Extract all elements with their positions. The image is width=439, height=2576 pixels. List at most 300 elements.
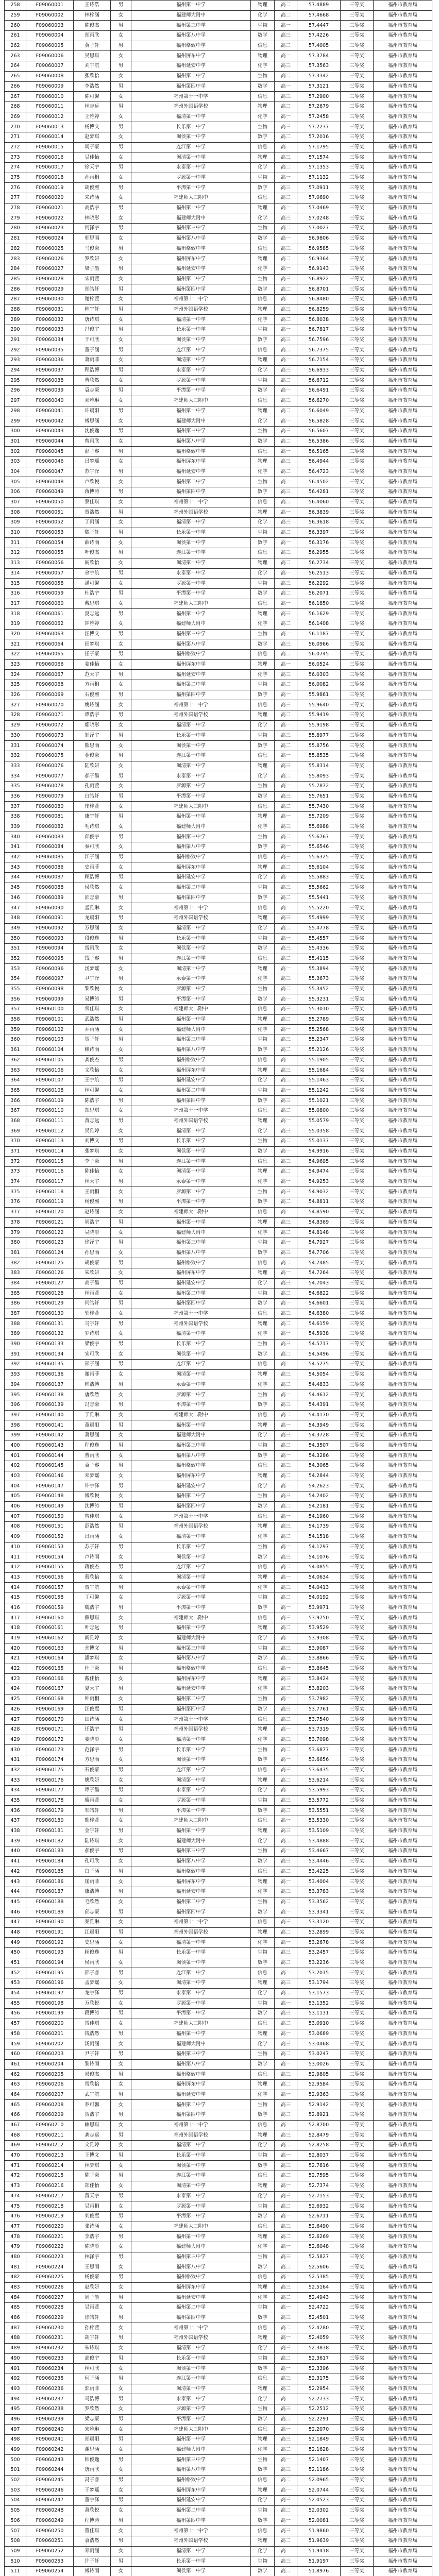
table-row bbox=[5, 690, 432, 700]
cell-id: F09060035 bbox=[26, 345, 74, 355]
cell-award: 三等奖 bbox=[341, 1360, 374, 1370]
cell-rank: 427 bbox=[5, 1715, 26, 1725]
cell-grade: 高三 bbox=[275, 731, 297, 741]
cell-school: 福州延安中学 bbox=[131, 264, 251, 274]
cell-issuer: 福州市教育局 bbox=[374, 2039, 432, 2049]
cell-school: 闽侯第一中学 bbox=[131, 1146, 251, 1157]
cell-school: 福州第四中学 bbox=[131, 1096, 251, 1106]
cell-id: F09060227 bbox=[26, 2293, 74, 2303]
cell-score: 54.9032 bbox=[297, 1187, 341, 1197]
cell-issuer: 福州市教育局 bbox=[374, 650, 432, 660]
cell-award: 三等奖 bbox=[341, 325, 374, 335]
cell-score: 54.0634 bbox=[297, 1572, 341, 1583]
cell-grade: 高三 bbox=[275, 304, 297, 315]
cell-score: 57.2679 bbox=[297, 101, 341, 112]
cell-id: F09060200 bbox=[26, 2019, 74, 2029]
cell-subject: 物理 bbox=[251, 51, 275, 61]
cell-rank: 296 bbox=[5, 386, 26, 396]
cell-subject: 化学 bbox=[251, 1329, 275, 1340]
cell-name: 陈子豪 bbox=[74, 2171, 111, 2181]
cell-school: 福州第十一中学 bbox=[131, 1309, 251, 1319]
cell-gender: 男 bbox=[111, 1075, 131, 1086]
cell-name: 武宇航 bbox=[74, 2090, 111, 2100]
cell-subject: 生物 bbox=[251, 21, 275, 31]
table-row bbox=[5, 1451, 432, 1461]
cell-issuer: 福州市教育局 bbox=[374, 1856, 432, 1867]
cell-issuer: 福州市教育局 bbox=[374, 781, 432, 791]
table-row bbox=[5, 2526, 432, 2536]
cell-gender: 女 bbox=[111, 1633, 131, 1643]
cell-issuer: 福州市教育局 bbox=[374, 2516, 432, 2526]
cell-score: 53.1794 bbox=[297, 1978, 341, 1989]
cell-gender: 女 bbox=[111, 10, 131, 21]
cell-grade: 高三 bbox=[275, 2009, 297, 2019]
cell-gender: 女 bbox=[111, 2425, 131, 2435]
cell-award: 三等奖 bbox=[341, 2079, 374, 2090]
cell-subject: 物理 bbox=[251, 456, 275, 467]
cell-subject: 数学 bbox=[251, 1045, 275, 1055]
cell-rank: 321 bbox=[5, 639, 26, 650]
cell-subject: 化学 bbox=[251, 1633, 275, 1643]
table-body bbox=[5, 1, 432, 2576]
cell-rank: 481 bbox=[5, 2262, 26, 2273]
cell-subject: 信息 bbox=[251, 852, 275, 862]
cell-rank: 294 bbox=[5, 365, 26, 376]
cell-subject: 数学 bbox=[251, 81, 275, 92]
cell-award: 三等奖 bbox=[341, 964, 374, 974]
cell-name: 田诗涵 bbox=[74, 1715, 111, 1725]
cell-issuer: 福州市教育局 bbox=[374, 1349, 432, 1360]
cell-grade: 高二 bbox=[275, 1988, 297, 1998]
cell-subject: 信息 bbox=[251, 599, 275, 609]
cell-rank: 361 bbox=[5, 1045, 26, 1055]
cell-award: 三等奖 bbox=[341, 1532, 374, 1542]
cell-award: 三等奖 bbox=[341, 2150, 374, 2161]
cell-score: 57.2900 bbox=[297, 92, 341, 102]
cell-subject: 生物 bbox=[251, 2353, 275, 2364]
cell-award: 三等奖 bbox=[341, 1440, 374, 1451]
cell-id: F09060245 bbox=[26, 2475, 74, 2485]
cell-grade: 高一 bbox=[275, 1846, 297, 1857]
cell-school: 福州第三中学 bbox=[131, 2455, 251, 2465]
cell-grade: 高一 bbox=[275, 568, 297, 579]
cell-score: 53.7319 bbox=[297, 1724, 341, 1735]
cell-grade: 高一 bbox=[275, 2425, 297, 2435]
table-row bbox=[5, 2079, 432, 2090]
cell-gender: 女 bbox=[111, 2445, 131, 2455]
cell-id: F09060142 bbox=[26, 1430, 74, 1440]
cell-award: 三等奖 bbox=[341, 142, 374, 152]
cell-name: 廖雨萱 bbox=[74, 1795, 111, 1806]
cell-gender: 女 bbox=[111, 1025, 131, 1035]
cell-award: 三等奖 bbox=[341, 81, 374, 92]
cell-school: 平潭第一中学 bbox=[131, 1197, 251, 1208]
cell-award: 三等奖 bbox=[341, 1390, 374, 1400]
cell-name: 赵梦琪 bbox=[74, 132, 111, 142]
cell-issuer: 福州市教育局 bbox=[374, 2536, 432, 2546]
cell-gender: 女 bbox=[111, 1309, 131, 1319]
cell-grade: 高三 bbox=[275, 1978, 297, 1989]
cell-name: 史雨菲 bbox=[74, 862, 111, 873]
cell-subject: 信息 bbox=[251, 1005, 275, 1015]
cell-gender: 女 bbox=[111, 2120, 131, 2130]
cell-id: F09060040 bbox=[26, 396, 74, 406]
cell-school: 福州延安中学 bbox=[131, 1075, 251, 1086]
table-row bbox=[5, 1501, 432, 1512]
cell-subject: 数学 bbox=[251, 588, 275, 599]
cell-award: 三等奖 bbox=[341, 1461, 374, 1471]
cell-subject: 化学 bbox=[251, 1177, 275, 1187]
cell-id: F09060169 bbox=[26, 1704, 74, 1715]
cell-gender: 男 bbox=[111, 812, 131, 822]
cell-issuer: 福州市教育局 bbox=[374, 2242, 432, 2252]
cell-school: 福州第四中学 bbox=[131, 2313, 251, 2323]
cell-rank: 460 bbox=[5, 2049, 26, 2059]
cell-rank: 505 bbox=[5, 2505, 26, 2516]
cell-school: 福州第三中学 bbox=[131, 832, 251, 842]
cell-id: F09060212 bbox=[26, 2141, 74, 2151]
cell-id: F09060146 bbox=[26, 1471, 74, 1481]
cell-issuer: 福州市教育局 bbox=[374, 2475, 432, 2485]
cell-issuer: 福州市教育局 bbox=[374, 731, 432, 741]
cell-rank: 403 bbox=[5, 1471, 26, 1481]
cell-score: 57.4889 bbox=[297, 1, 341, 11]
cell-gender: 男 bbox=[111, 426, 131, 436]
cell-gender: 女 bbox=[111, 579, 131, 589]
cell-award: 三等奖 bbox=[341, 1613, 374, 1623]
table-row bbox=[5, 1319, 432, 1329]
cell-school: 罗源第一中学 bbox=[131, 1592, 251, 1603]
cell-score: 55.2789 bbox=[297, 1014, 341, 1025]
cell-award: 三等奖 bbox=[341, 1786, 374, 1796]
cell-id: F09060209 bbox=[26, 2110, 74, 2121]
cell-rank: 407 bbox=[5, 1512, 26, 1522]
cell-rank: 343 bbox=[5, 862, 26, 873]
cell-subject: 物理 bbox=[251, 1116, 275, 1126]
cell-score: 55.8093 bbox=[297, 771, 341, 782]
cell-gender: 男 bbox=[111, 2293, 131, 2303]
cell-school: 永泰第一中学 bbox=[131, 568, 251, 579]
cell-issuer: 福州市教育局 bbox=[374, 2556, 432, 2567]
cell-score: 54.0855 bbox=[297, 1562, 341, 1572]
cell-gender: 男 bbox=[111, 588, 131, 599]
cell-grade: 高二 bbox=[275, 1319, 297, 1329]
cell-award: 三等奖 bbox=[341, 335, 374, 345]
cell-score: 53.4667 bbox=[297, 1846, 341, 1857]
cell-gender: 女 bbox=[111, 1958, 131, 1968]
cell-issuer: 福州市教育局 bbox=[374, 41, 432, 51]
table-row bbox=[5, 1055, 432, 1065]
cell-id: F09060064 bbox=[26, 639, 74, 650]
cell-school: 闽侯第一中学 bbox=[131, 943, 251, 954]
cell-grade: 高二 bbox=[275, 1897, 297, 1907]
cell-subject: 生物 bbox=[251, 173, 275, 183]
cell-subject: 生物 bbox=[251, 1339, 275, 1349]
cell-school: 永泰第一中学 bbox=[131, 1988, 251, 1998]
table-row bbox=[5, 1471, 432, 1481]
cell-grade: 高二 bbox=[275, 1806, 297, 1816]
cell-grade: 高三 bbox=[275, 2496, 297, 2506]
cell-id: F09060167 bbox=[26, 1684, 74, 1694]
cell-name: 邵志豪 bbox=[74, 893, 111, 903]
cell-rank: 462 bbox=[5, 2070, 26, 2080]
table-row bbox=[5, 2414, 432, 2425]
table-row bbox=[5, 2293, 432, 2303]
cell-grade: 高一 bbox=[275, 751, 297, 761]
cell-grade: 高一 bbox=[275, 173, 297, 183]
cell-grade: 高三 bbox=[275, 213, 297, 224]
cell-gender: 女 bbox=[111, 802, 131, 812]
cell-name: 唐雨欣 bbox=[74, 2465, 111, 2476]
cell-score: 54.9253 bbox=[297, 1177, 341, 1187]
cell-school: 闽侯第一中学 bbox=[131, 1958, 251, 1968]
cell-gender: 女 bbox=[111, 335, 131, 345]
table-row bbox=[5, 2262, 432, 2273]
cell-subject: 数学 bbox=[251, 1197, 275, 1208]
cell-award: 三等奖 bbox=[341, 1603, 374, 1613]
cell-subject: 生物 bbox=[251, 1998, 275, 2009]
cell-grade: 高三 bbox=[275, 2222, 297, 2232]
cell-rank: 432 bbox=[5, 1765, 26, 1775]
cell-award: 三等奖 bbox=[341, 1735, 374, 1745]
cell-subject: 信息 bbox=[251, 1410, 275, 1420]
cell-id: F09060217 bbox=[26, 2191, 74, 2201]
cell-name: 卢欣悦 bbox=[74, 477, 111, 487]
cell-issuer: 福州市教育局 bbox=[374, 2313, 432, 2323]
cell-rank: 428 bbox=[5, 1724, 26, 1735]
table-row bbox=[5, 1988, 432, 1998]
cell-id: F09060253 bbox=[26, 2556, 74, 2567]
cell-school: 罗源第一中学 bbox=[131, 1187, 251, 1197]
cell-name: 黄天宇 bbox=[74, 2191, 111, 2201]
cell-school: 福州屏东中学 bbox=[131, 51, 251, 61]
cell-grade: 高一 bbox=[275, 447, 297, 457]
cell-name: 罗诗琪 bbox=[74, 1329, 111, 1340]
table-row bbox=[5, 629, 432, 639]
cell-score: 52.0081 bbox=[297, 2516, 341, 2526]
cell-rank: 426 bbox=[5, 1704, 26, 1715]
cell-school: 平潭第一中学 bbox=[131, 2414, 251, 2425]
cell-school: 福州第一中学 bbox=[131, 2029, 251, 2039]
cell-award: 三等奖 bbox=[341, 173, 374, 183]
cell-gender: 女 bbox=[111, 720, 131, 731]
table-row bbox=[5, 700, 432, 710]
cell-subject: 生物 bbox=[251, 1035, 275, 1045]
cell-score: 52.9363 bbox=[297, 2090, 341, 2100]
cell-id: F09060099 bbox=[26, 994, 74, 1005]
cell-id: F09060047 bbox=[26, 467, 74, 477]
cell-subject: 信息 bbox=[251, 1106, 275, 1116]
cell-award: 三等奖 bbox=[341, 1126, 374, 1137]
cell-gender: 男 bbox=[111, 101, 131, 112]
cell-issuer: 福州市教育局 bbox=[374, 2343, 432, 2353]
cell-school: 福州格致中学 bbox=[131, 1664, 251, 1674]
cell-issuer: 福州市教育局 bbox=[374, 447, 432, 457]
cell-issuer: 福州市教育局 bbox=[374, 376, 432, 386]
cell-gender: 女 bbox=[111, 1897, 131, 1907]
cell-grade: 高三 bbox=[275, 1643, 297, 1654]
cell-rank: 262 bbox=[5, 41, 26, 51]
table-row bbox=[5, 741, 432, 751]
cell-school: 永泰第一中学 bbox=[131, 163, 251, 173]
cell-grade: 高二 bbox=[275, 1349, 297, 1360]
cell-award: 三等奖 bbox=[341, 2536, 374, 2546]
cell-award: 三等奖 bbox=[341, 1897, 374, 1907]
cell-award: 三等奖 bbox=[341, 2313, 374, 2323]
table-row bbox=[5, 994, 432, 1005]
cell-issuer: 福州市教育局 bbox=[374, 2505, 432, 2516]
table-row bbox=[5, 2323, 432, 2333]
cell-score: 55.0358 bbox=[297, 1126, 341, 1137]
cell-score: 57.0469 bbox=[297, 203, 341, 213]
cell-gender: 男 bbox=[111, 1258, 131, 1268]
cell-award: 三等奖 bbox=[341, 751, 374, 761]
cell-issuer: 福州市教育局 bbox=[374, 456, 432, 467]
cell-id: F09060176 bbox=[26, 1775, 74, 1786]
cell-score: 52.0523 bbox=[297, 2496, 341, 2506]
cell-gender: 男 bbox=[111, 1826, 131, 1836]
cell-issuer: 福州市教育局 bbox=[374, 497, 432, 507]
cell-grade: 高二 bbox=[275, 984, 297, 994]
cell-award: 三等奖 bbox=[341, 568, 374, 579]
cell-score: 53.8424 bbox=[297, 1674, 341, 1684]
cell-grade: 高一 bbox=[275, 1694, 297, 1704]
cell-issuer: 福州市教育局 bbox=[374, 1988, 432, 1998]
cell-grade: 高一 bbox=[275, 1116, 297, 1126]
cell-score: 55.3231 bbox=[297, 994, 341, 1005]
table-row bbox=[5, 710, 432, 721]
cell-subject: 物理 bbox=[251, 304, 275, 315]
cell-score: 54.7927 bbox=[297, 1238, 341, 1248]
cell-gender: 男 bbox=[111, 1157, 131, 1167]
cell-grade: 高二 bbox=[275, 101, 297, 112]
cell-grade: 高一 bbox=[275, 1512, 297, 1522]
cell-issuer: 福州市教育局 bbox=[374, 2019, 432, 2029]
table-row bbox=[5, 964, 432, 974]
cell-issuer: 福州市教育局 bbox=[374, 1998, 432, 2009]
cell-id: F09060113 bbox=[26, 1137, 74, 1147]
cell-score: 57.0248 bbox=[297, 213, 341, 224]
cell-grade: 高二 bbox=[275, 862, 297, 873]
cell-gender: 男 bbox=[111, 1400, 131, 1410]
cell-name: 王思雨 bbox=[74, 2262, 111, 2273]
cell-award: 三等奖 bbox=[341, 1086, 374, 1096]
cell-rank: 482 bbox=[5, 2273, 26, 2283]
cell-rank: 300 bbox=[5, 426, 26, 436]
cell-name: 邵子睿 bbox=[74, 1968, 111, 1978]
cell-id: F09060177 bbox=[26, 1786, 74, 1796]
cell-rank: 366 bbox=[5, 1096, 26, 1106]
table-row bbox=[5, 2374, 432, 2384]
cell-gender: 女 bbox=[111, 132, 131, 142]
cell-score: 53.6435 bbox=[297, 1765, 341, 1775]
cell-award: 三等奖 bbox=[341, 629, 374, 639]
cell-award: 三等奖 bbox=[341, 264, 374, 274]
cell-rank: 457 bbox=[5, 2019, 26, 2029]
cell-score: 52.7595 bbox=[297, 2171, 341, 2181]
cell-id: F09060141 bbox=[26, 1420, 74, 1431]
table-row bbox=[5, 61, 432, 72]
cell-award: 三等奖 bbox=[341, 1319, 374, 1329]
cell-name: 崔雨菲 bbox=[74, 1877, 111, 1887]
cell-award: 三等奖 bbox=[341, 984, 374, 994]
cell-name: 薛诗雨 bbox=[74, 538, 111, 548]
cell-score: 56.1629 bbox=[297, 609, 341, 619]
cell-score: 56.4502 bbox=[297, 477, 341, 487]
cell-issuer: 福州市教育局 bbox=[374, 1, 432, 11]
cell-grade: 高一 bbox=[275, 2303, 297, 2313]
cell-score: 56.0082 bbox=[297, 680, 341, 690]
table-row bbox=[5, 1207, 432, 1217]
cell-award: 三等奖 bbox=[341, 1816, 374, 1826]
cell-school: 福州延安中学 bbox=[131, 1684, 251, 1694]
cell-rank: 464 bbox=[5, 2090, 26, 2100]
cell-id: F09060073 bbox=[26, 731, 74, 741]
cell-rank: 356 bbox=[5, 994, 26, 1005]
table-row bbox=[5, 325, 432, 335]
cell-award: 三等奖 bbox=[341, 386, 374, 396]
cell-name: 程俊逸 bbox=[74, 1440, 111, 1451]
table-row bbox=[5, 1106, 432, 1116]
cell-school: 长乐第一中学 bbox=[131, 325, 251, 335]
cell-issuer: 福州市教育局 bbox=[374, 193, 432, 204]
cell-subject: 数学 bbox=[251, 284, 275, 295]
cell-gender: 男 bbox=[111, 568, 131, 579]
cell-grade: 高一 bbox=[275, 1481, 297, 1492]
cell-id: F09060098 bbox=[26, 984, 74, 994]
cell-rank: 504 bbox=[5, 2496, 26, 2506]
cell-grade: 高二 bbox=[275, 10, 297, 21]
cell-rank: 415 bbox=[5, 1592, 26, 1603]
cell-id: F09060052 bbox=[26, 518, 74, 528]
cell-subject: 生物 bbox=[251, 1492, 275, 1502]
cell-gender: 女 bbox=[111, 1390, 131, 1400]
table-row bbox=[5, 254, 432, 264]
cell-rank: 490 bbox=[5, 2353, 26, 2364]
table-row bbox=[5, 781, 432, 791]
cell-issuer: 福州市教育局 bbox=[374, 1065, 432, 1076]
cell-rank: 286 bbox=[5, 284, 26, 295]
table-row bbox=[5, 1137, 432, 1147]
table-row bbox=[5, 1025, 432, 1035]
cell-school: 闽清第一中学 bbox=[131, 1775, 251, 1786]
cell-issuer: 福州市教育局 bbox=[374, 1137, 432, 1147]
cell-grade: 高一 bbox=[275, 2242, 297, 2252]
cell-score: 54.6159 bbox=[297, 1319, 341, 1329]
cell-school: 长乐第一中学 bbox=[131, 2353, 251, 2364]
cell-name: 蔡佳琪 bbox=[74, 497, 111, 507]
table-row bbox=[5, 1228, 432, 1238]
cell-gender: 男 bbox=[111, 1684, 131, 1694]
cell-grade: 高二 bbox=[275, 2293, 297, 2303]
cell-subject: 物理 bbox=[251, 2079, 275, 2090]
cell-award: 三等奖 bbox=[341, 528, 374, 538]
cell-id: F09060074 bbox=[26, 741, 74, 751]
cell-issuer: 福州市教育局 bbox=[374, 173, 432, 183]
cell-school: 福州第四中学 bbox=[131, 2110, 251, 2121]
cell-name: 郑佳怡 bbox=[74, 2181, 111, 2191]
cell-award: 三等奖 bbox=[341, 2059, 374, 2070]
cell-grade: 高二 bbox=[275, 2475, 297, 2485]
cell-rank: 498 bbox=[5, 2435, 26, 2445]
cell-gender: 女 bbox=[111, 1532, 131, 1542]
cell-grade: 高一 bbox=[275, 1207, 297, 1217]
cell-subject: 物理 bbox=[251, 1268, 275, 1278]
cell-school: 福州第八中学 bbox=[131, 2262, 251, 2273]
cell-issuer: 福州市教育局 bbox=[374, 1075, 432, 1086]
cell-rank: 351 bbox=[5, 943, 26, 954]
table-row bbox=[5, 507, 432, 518]
